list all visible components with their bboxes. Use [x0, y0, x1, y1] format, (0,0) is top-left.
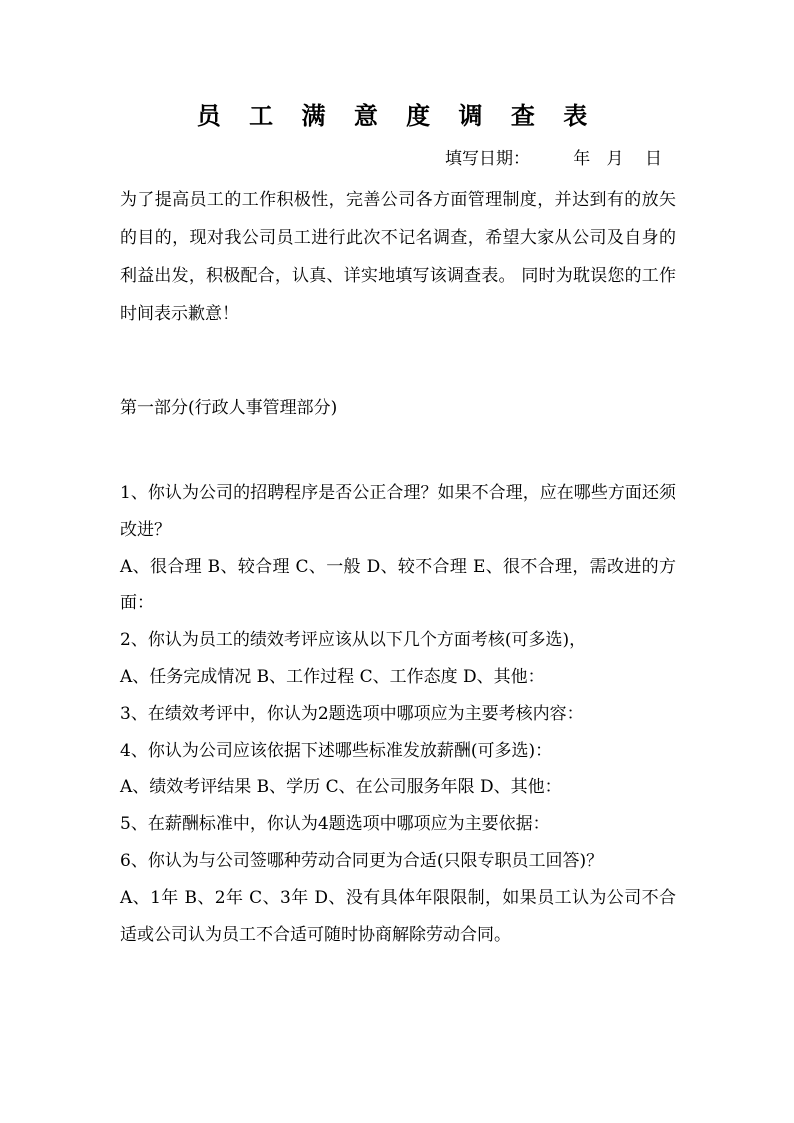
question-4: 4、你认为公司应该依据下述哪些标准发放薪酬(可多选)： [120, 740, 553, 761]
intro-paragraph: 为了提高员工的工作积极性，完善公司各方面管理制度，并达到有的放矢的目的，现对我公司员工进行此次不记名调查，希望大家从公司及自身的利益出发，积极配合，认真、详实地填写该调查表。 同时为耽误您的工作时间表示歉意！ [120, 190, 676, 324]
question-2-options: A、任务完成情况 B、工作过程 C、工作态度 D、其他： [120, 666, 545, 687]
date-fill-line: 填写日期： 年 月 日 [445, 149, 663, 169]
question-list [120, 475, 676, 953]
question-1: 1、你认为公司的招聘程序是否公正合理？如果不合理，应在哪些方面还须改进？ [120, 483, 676, 540]
question-6-options: A、1年 B、2年 C、3年 D、没有具体年限限制，如果员工认为公司不合适或公司认为员工不合适可随时协商解除劳动合同。 [120, 887, 676, 945]
section-title: 第一部分(行政人事管理部分) [120, 398, 338, 418]
question-4-options: A、绩效考评结果 B、学历 C、在公司服务年限 D、其他： [120, 777, 562, 798]
question-1-options: A、很合理 B、较合理 C、一般 D、较不合理 E、很不合理，需改进的方面： [120, 556, 676, 614]
question-6: 6、你认为与公司签哪种劳动合同更为合适(只限专职员工回答)？ [120, 850, 604, 871]
question-2: 2、你认为员工的绩效考评应该从以下几个方面考核(可多选)， [120, 630, 587, 651]
question-3: 3、在绩效考评中，你认为2题选项中哪项应为主要考核内容： [120, 703, 584, 724]
page-title: 员 工 满 意 度 调 查 表 [196, 101, 598, 130]
question-5: 5、在薪酬标准中，你认为4题选项中哪项应为主要依据： [120, 814, 550, 835]
